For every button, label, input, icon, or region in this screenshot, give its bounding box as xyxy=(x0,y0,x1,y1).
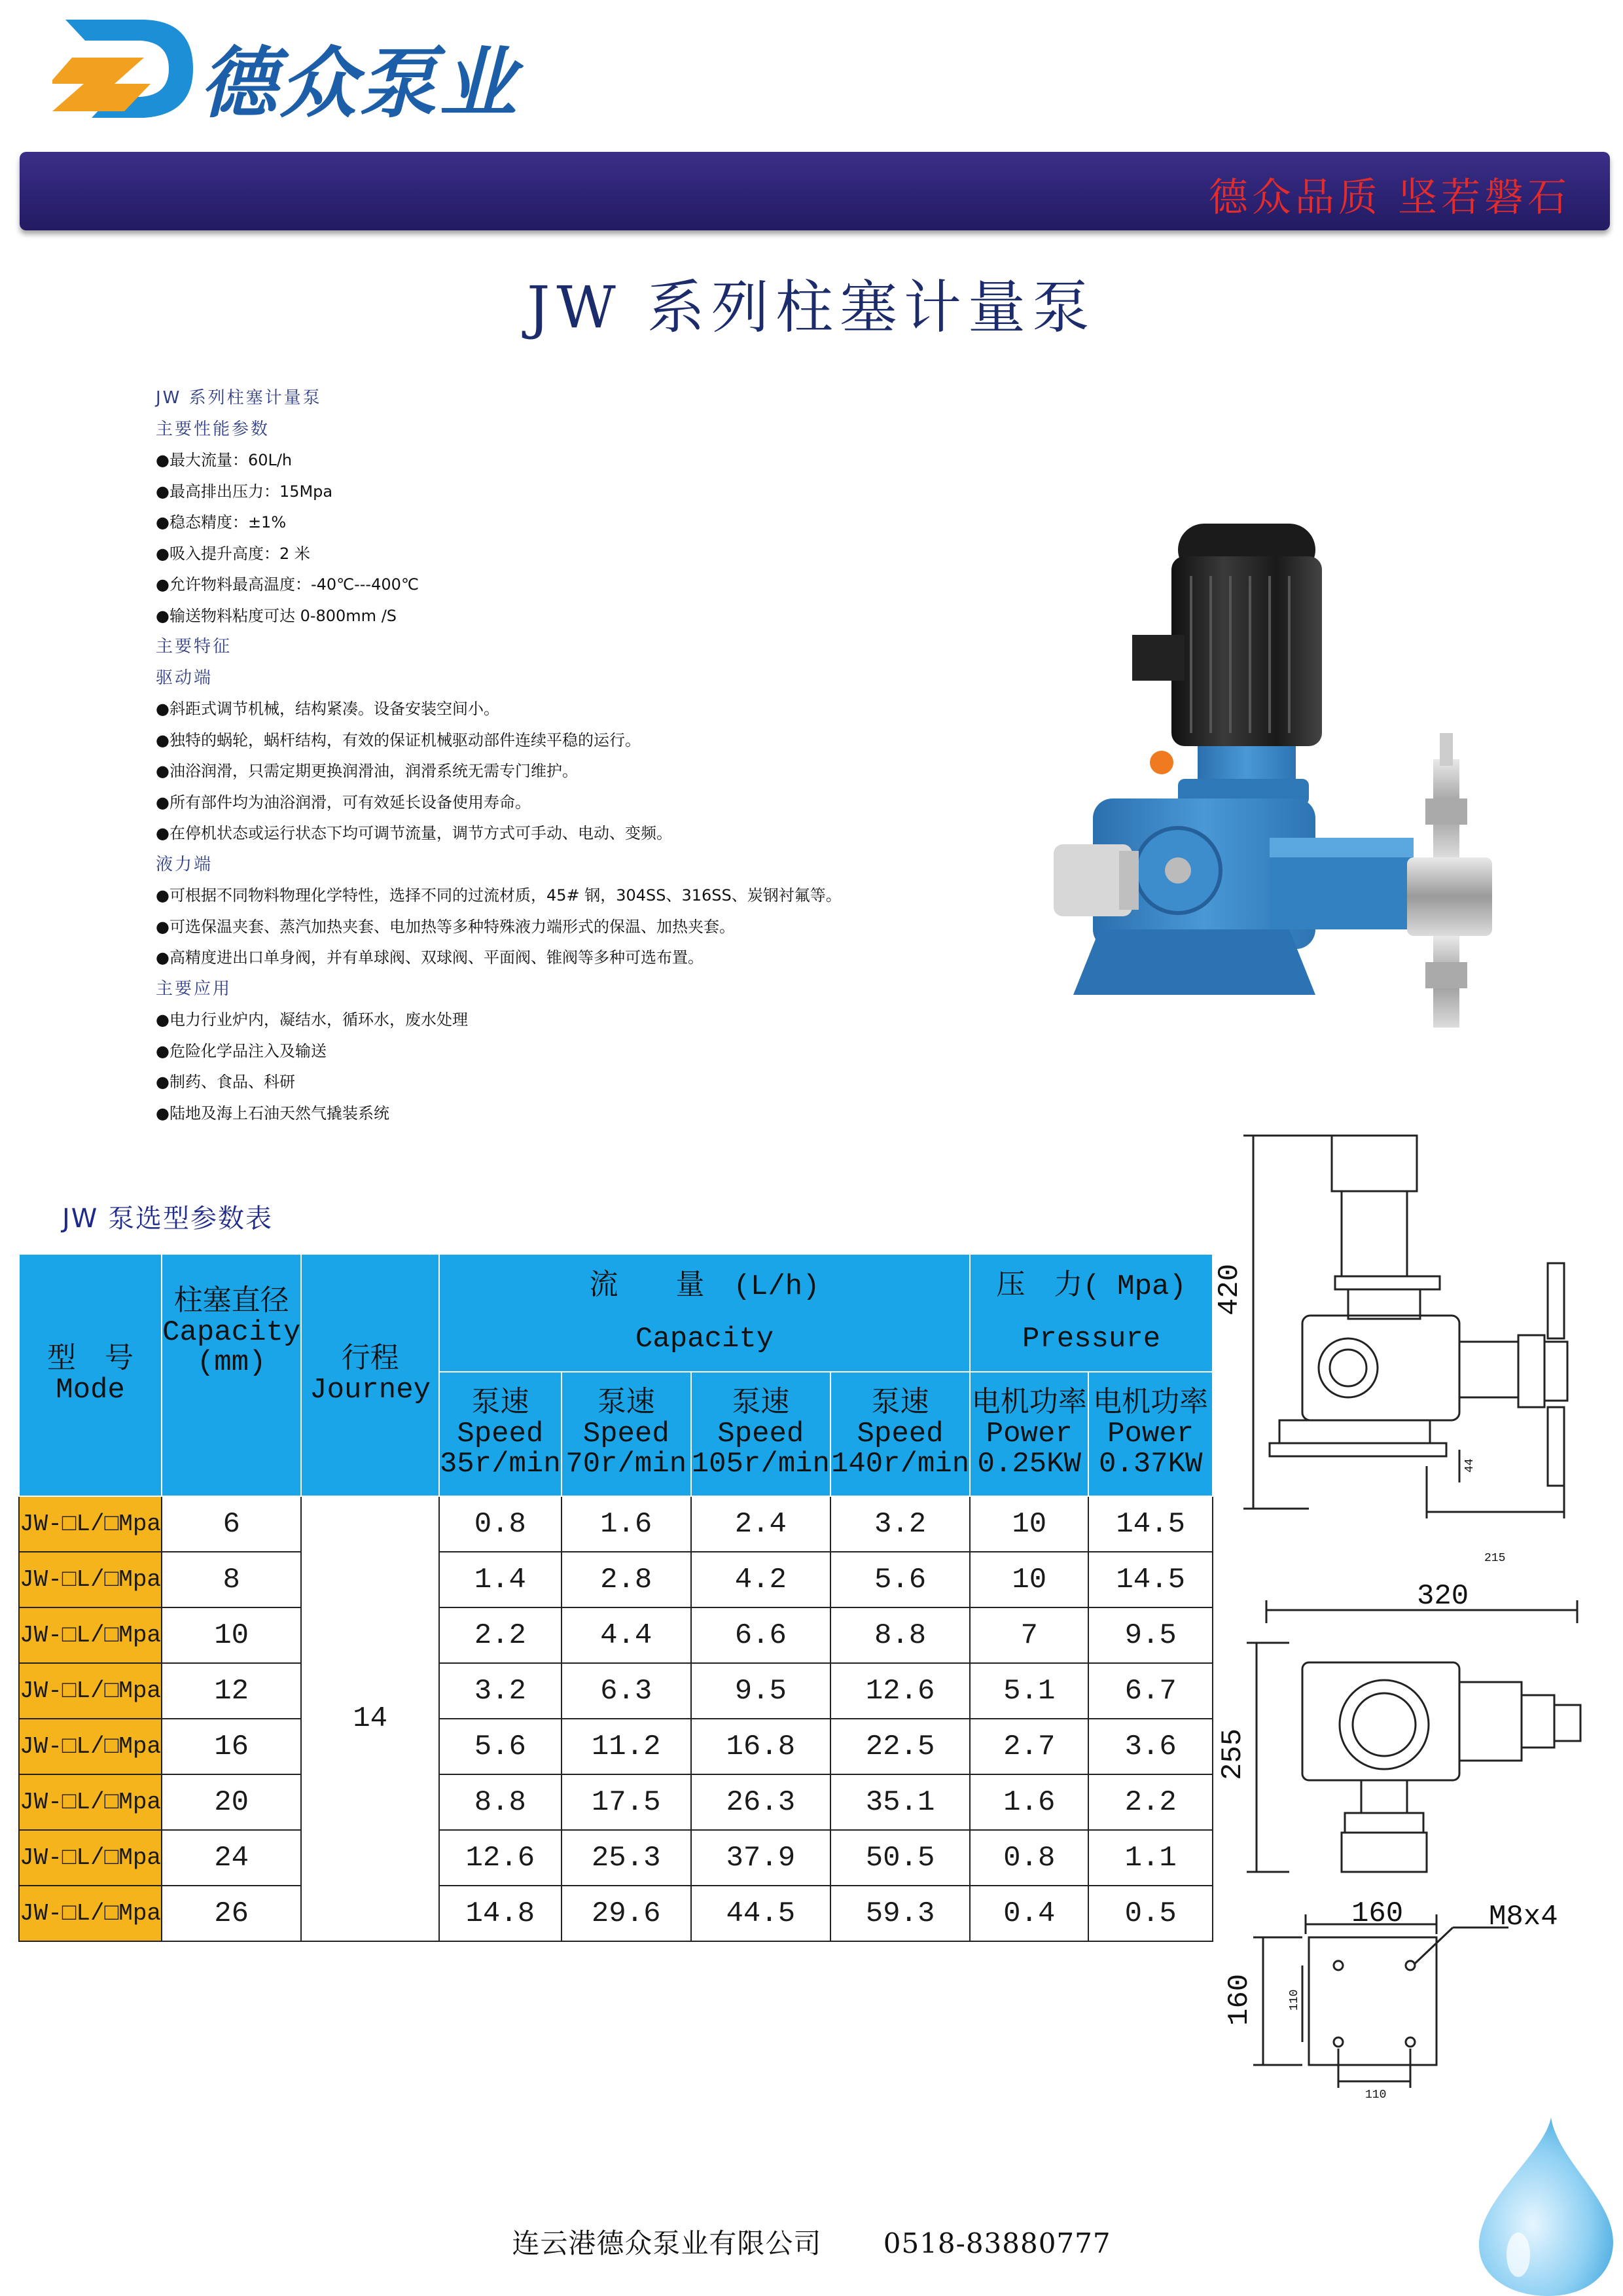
list-item: ●最大流量：60L/h xyxy=(156,451,293,469)
cell-model: JW-□L/□Mpa xyxy=(19,1719,162,1774)
brand-logo xyxy=(52,7,550,131)
cell-pressure: 0.5 xyxy=(1088,1886,1213,1941)
cell-flow: 8.8 xyxy=(439,1774,562,1830)
cell-model: JW-□L/□Mpa xyxy=(19,1886,162,1941)
cell-diameter: 20 xyxy=(162,1774,301,1830)
table-caption: JW 泵选型参数表 xyxy=(62,1204,274,1234)
list-item: ●输送物料粘度可达 0-800mm /S xyxy=(156,606,397,625)
cell-flow: 6.6 xyxy=(691,1607,830,1663)
list-item: ●电力行业炉内，凝结水，循环水，废水处理 xyxy=(156,1011,468,1029)
dim-215: 215 xyxy=(1484,1552,1506,1565)
cell-flow: 1.6 xyxy=(562,1496,691,1552)
dimension-drawings xyxy=(1211,1119,1623,2134)
feature-heading: 主要特征 xyxy=(156,637,232,656)
cell-flow: 16.8 xyxy=(691,1719,830,1774)
cell-model: JW-□L/□Mpa xyxy=(19,1496,162,1552)
list-item: ●允许物料最高温度：-40℃---400℃ xyxy=(156,575,419,594)
header-stroke-en: Journey xyxy=(310,1374,431,1407)
table-row xyxy=(19,1886,1213,1941)
list-item: ●最高排出压力：15Mpa xyxy=(156,482,333,501)
dim-110-horizontal: 110 xyxy=(1365,2089,1387,2102)
dim-110-vertical: 110 xyxy=(1288,1989,1301,2011)
list-item: ●制药、食品、科研 xyxy=(156,1073,295,1091)
cell-model: JW-□L/□Mpa xyxy=(19,1552,162,1607)
cell-pressure: 14.5 xyxy=(1088,1496,1213,1552)
header-stroke xyxy=(301,1254,439,1496)
cell-pressure: 3.6 xyxy=(1088,1719,1213,1774)
cell-flow: 17.5 xyxy=(562,1774,691,1830)
header-speed-3: 泵速 Speed 105r/min xyxy=(691,1372,830,1496)
perf-heading: 主要性能参数 xyxy=(156,419,270,439)
table-row xyxy=(19,1552,1213,1607)
table-row xyxy=(19,1663,1213,1719)
cell-flow: 3.2 xyxy=(439,1663,562,1719)
header-diameter-en: Capacity xyxy=(162,1316,301,1349)
header-speed-2: 泵速 Speed 70r/min xyxy=(562,1372,691,1496)
table-row xyxy=(19,1774,1213,1830)
cell-pressure: 6.7 xyxy=(1088,1663,1213,1719)
dim-160-height: 160 xyxy=(1223,1973,1256,2026)
spec-list xyxy=(156,383,1039,1129)
header-flow-en: Capacity xyxy=(635,1323,774,1355)
logo-mark-icon xyxy=(52,7,203,131)
dim-m8: M8x4 xyxy=(1489,1901,1558,1933)
cell-diameter: 10 xyxy=(162,1607,301,1663)
cell-diameter: 12 xyxy=(162,1663,301,1719)
cell-model: JW-□L/□Mpa xyxy=(19,1607,162,1663)
cell-pressure: 2.7 xyxy=(970,1719,1088,1774)
header-power-2: 电机功率 Power 0.37KW xyxy=(1088,1372,1213,1496)
dim-44: 44 xyxy=(1463,1458,1476,1473)
table-row xyxy=(19,1496,1213,1552)
header-power-1: 电机功率 Power 0.25KW xyxy=(970,1372,1088,1496)
list-item: ●可根据不同物料物理化学特性，选择不同的过流材质，45# 钢，304SS、316SS、炭钢衬氟等。 xyxy=(156,886,842,905)
list-item: ●稳态精度：±1% xyxy=(156,513,287,531)
header-model-cn: 型 号 xyxy=(47,1343,134,1376)
cell-flow: 12.6 xyxy=(439,1830,562,1886)
cell-flow: 25.3 xyxy=(562,1830,691,1886)
dim-255: 255 xyxy=(1217,1728,1249,1780)
header-diameter-unit: (mm) xyxy=(196,1346,266,1380)
list-item: ●高精度进出口单身阀，并有单球阀、双球阀、平面阀、锥阀等多种可选布置。 xyxy=(156,948,704,967)
dim-420: 420 xyxy=(1213,1263,1246,1316)
cell-pressure: 7 xyxy=(970,1607,1088,1663)
cell-flow: 4.4 xyxy=(562,1607,691,1663)
cell-pressure: 10 xyxy=(970,1496,1088,1552)
cell-flow: 6.3 xyxy=(562,1663,691,1719)
cell-flow: 2.2 xyxy=(439,1607,562,1663)
list-item: ●吸入提升高度：2 米 xyxy=(156,544,310,563)
dim-320: 320 xyxy=(1417,1580,1469,1613)
header-flow xyxy=(439,1254,970,1372)
list-item: ●独特的蜗轮，蜗杆结构，有效的保证机械驱动部件连续平稳的运行。 xyxy=(156,730,641,749)
phone-number: 0518-83880777 xyxy=(883,2227,1111,2259)
company-name: 连云港德众泵业有限公司 xyxy=(512,2227,822,2259)
cell-diameter: 26 xyxy=(162,1886,301,1941)
header-pressure xyxy=(970,1254,1213,1372)
cell-flow: 4.2 xyxy=(691,1552,830,1607)
table-row xyxy=(19,1830,1213,1886)
list-item: ●在停机状态或运行状态下均可调节流量，调节方式可手动、电动、变频。 xyxy=(156,824,672,842)
cell-flow: 5.6 xyxy=(439,1719,562,1774)
cell-diameter: 24 xyxy=(162,1830,301,1886)
list-item: ●所有部件均为油浴润滑，可有效延长设备使用寿命。 xyxy=(156,793,531,812)
header-model-en: Mode xyxy=(56,1374,125,1407)
list-item: ●油浴润滑，只需定期更换润滑油，润滑系统无需专门维护。 xyxy=(156,762,578,780)
list-item: ●陆地及海上石油天然气撬装系统 xyxy=(156,1103,389,1122)
header-stroke-cn: 行程 xyxy=(341,1343,399,1376)
cell-flow: 0.8 xyxy=(439,1496,562,1552)
footer xyxy=(0,2222,1623,2261)
cell-pressure: 1.1 xyxy=(1088,1830,1213,1886)
cell-pressure: 2.2 xyxy=(1088,1774,1213,1830)
cell-flow: 14.8 xyxy=(439,1886,562,1941)
cell-pressure: 10 xyxy=(970,1552,1088,1607)
table-row xyxy=(19,1719,1213,1774)
cell-flow: 3.2 xyxy=(830,1496,970,1552)
cell-flow: 11.2 xyxy=(562,1719,691,1774)
list-item: ●可选保温夹套、蒸汽加热夹套、电加热等多种特殊液力端形式的保温、加热夹套。 xyxy=(156,917,735,936)
drive-heading: 驱动端 xyxy=(156,668,213,688)
header-banner xyxy=(20,152,1610,230)
liquid-heading: 液力端 xyxy=(156,854,213,874)
header-pressure-cn: 压 力( Mpa) xyxy=(996,1270,1186,1303)
table-row xyxy=(19,1607,1213,1663)
cell-flow: 59.3 xyxy=(830,1886,970,1941)
cell-pressure: 14.5 xyxy=(1088,1552,1213,1607)
page-title: JW 系列柱塞计量泵 xyxy=(527,274,1096,341)
cell-model: JW-□L/□Mpa xyxy=(19,1774,162,1830)
cell-flow: 5.6 xyxy=(830,1552,970,1607)
header-diameter-cn: 柱塞直径 xyxy=(173,1285,289,1319)
series-title: JW 系列柱塞计量泵 xyxy=(156,388,322,408)
cell-flow: 37.9 xyxy=(691,1830,830,1886)
list-item: ●危险化学品注入及输送 xyxy=(156,1041,327,1060)
header-speed-4: 泵速 Speed 140r/min xyxy=(830,1372,970,1496)
cell-pressure: 0.4 xyxy=(970,1886,1088,1941)
list-item: ●斜距式调节机械，结构紧凑。设备安装空间小。 xyxy=(156,700,499,718)
cell-pressure: 5.1 xyxy=(970,1663,1088,1719)
cell-diameter: 16 xyxy=(162,1719,301,1774)
dim-160-width: 160 xyxy=(1351,1897,1404,1930)
app-heading: 主要应用 xyxy=(156,978,232,999)
cell-pressure: 0.8 xyxy=(970,1830,1088,1886)
cell-flow: 8.8 xyxy=(830,1607,970,1663)
cell-diameter: 8 xyxy=(162,1552,301,1607)
cell-pressure: 9.5 xyxy=(1088,1607,1213,1663)
header-model xyxy=(19,1254,162,1496)
cell-diameter: 6 xyxy=(162,1496,301,1552)
cell-flow: 12.6 xyxy=(830,1663,970,1719)
cell-flow: 22.5 xyxy=(830,1719,970,1774)
cell-flow: 29.6 xyxy=(562,1886,691,1941)
cell-flow: 1.4 xyxy=(439,1552,562,1607)
cell-model: JW-□L/□Mpa xyxy=(19,1663,162,1719)
water-drop-icon xyxy=(1466,2114,1616,2296)
cell-flow: 50.5 xyxy=(830,1830,970,1886)
selection-table xyxy=(18,1253,1213,1942)
header-pressure-en: Pressure xyxy=(1022,1323,1161,1355)
brand-name: 德众泵业 xyxy=(200,38,520,128)
cell-model: JW-□L/□Mpa xyxy=(19,1830,162,1886)
cell-flow: 2.8 xyxy=(562,1552,691,1607)
slogan: 德众品质 坚若磐石 xyxy=(1208,175,1571,221)
cell-pressure: 1.6 xyxy=(970,1774,1088,1830)
cell-flow: 44.5 xyxy=(691,1886,830,1941)
header-flow-cn: 流 量 (L/h) xyxy=(589,1270,820,1303)
cell-flow: 9.5 xyxy=(691,1663,830,1719)
header-speed-1: 泵速 Speed 35r/min xyxy=(439,1372,562,1496)
cell-flow: 2.4 xyxy=(691,1496,830,1552)
cell-flow: 35.1 xyxy=(830,1774,970,1830)
cell-stroke: 14 xyxy=(301,1496,439,1941)
pump-photo xyxy=(982,471,1544,1034)
header-diameter xyxy=(162,1254,301,1496)
cell-flow: 26.3 xyxy=(691,1774,830,1830)
